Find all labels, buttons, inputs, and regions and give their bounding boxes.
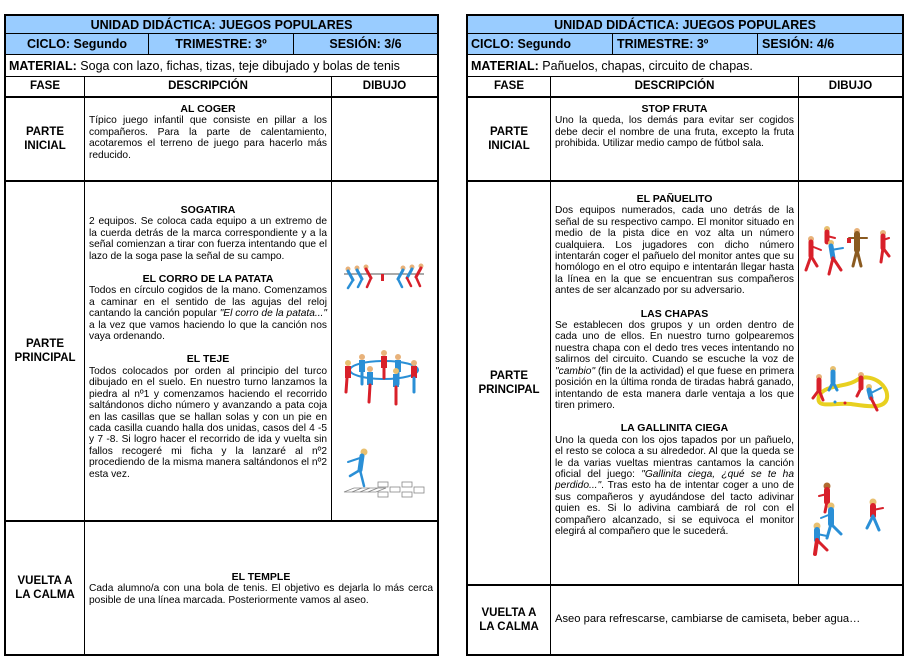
sesion-label: SESIÓN: 3/6 [329, 37, 402, 51]
activity-text-part: (fin de la actividad) el que fuese en primera posición en la última ronda de tiradas habrá ganado, intentando de esta manera darle ventaja a los que tiren primero. [555, 365, 794, 411]
phase-label-text: VUELTA A LA CALMA [15, 575, 75, 601]
session-info-row [6, 34, 437, 55]
unit-title: UNIDAD DIDÁCTICA: JUEGOS POPULARES [6, 16, 437, 34]
description-cell [85, 522, 437, 654]
phase-label-text: PARTE INICIAL [24, 126, 66, 152]
handkerchief-game-illustration [803, 226, 893, 284]
description-cell [85, 98, 332, 180]
header-descripcion: DESCRIPCIÓN [85, 77, 332, 96]
bottle-cap-icon [844, 402, 847, 405]
activity-text-part: . Tras esto ha de intentar coger a uno de sus compañeros y ayudándose del tacto adivinar quien es. Si lo adivina cambiará de rol con el compañero alcanzado, si se equivoca el monitor elegirá al compañero que le sucederá. [555, 480, 794, 537]
activity-text-part: Todos en círculo cogidos de la mano. Comenzamos a caminar en el sentido de las agujas del reloj cantando la canción popular [89, 285, 327, 320]
session-sheet-4 [466, 14, 904, 656]
material-value: Soga con lazo, fichas, tizas, teje dibujado y bolas de tenis [76, 59, 400, 73]
phase-row-inicial [468, 98, 902, 182]
phase-label [6, 98, 85, 180]
column-header-row [6, 77, 437, 98]
children-circle-illustration [340, 350, 428, 406]
description-cell [551, 98, 799, 180]
phase-label-text: PARTE PRINCIPAL [478, 370, 540, 396]
activity-text-part: Uno la queda con los ojos tapados por un pañuelo, el resto se coloca a su alrededor. Al que la queda se le da varias vueltas mientras cantamos la canción oficial del juego: [555, 434, 794, 480]
tug-of-war-illustration [340, 262, 428, 292]
material-row [6, 55, 437, 77]
bottle-caps-circuit-illustration [805, 362, 895, 414]
session-info-row [468, 34, 902, 55]
activity-title: STOP FRUTA [641, 103, 708, 115]
phase-label [468, 586, 551, 654]
phase-row-calma [468, 586, 902, 654]
phase-row-inicial [6, 98, 437, 182]
song-quote: "El corro de la patata..." [219, 308, 327, 320]
phase-label-text: PARTE PRINCIPAL [14, 338, 76, 364]
phase-label-text: PARTE INICIAL [488, 126, 530, 152]
ciclo-label: CICLO: Segundo [6, 34, 149, 54]
activity-text: Cada alumno/a con una bola de tenis. El objetivo es dejarla lo más cerca posible de una línea marcada. Posteriormente vamos al aseo. [89, 583, 433, 606]
activity-text [89, 285, 327, 342]
bottle-cap-icon [834, 401, 837, 404]
description-cell [551, 182, 799, 584]
rope-flag-icon [381, 274, 384, 281]
drawing-cell [332, 182, 437, 520]
trimestre-label: TRIMESTRE: 3º [613, 34, 758, 54]
activity-title: EL CORRO DE LA PATATA [142, 273, 274, 286]
material-label: MATERIAL: [471, 59, 539, 73]
hopscotch-illustration [340, 448, 428, 502]
header-dibujo: DIBUJO [828, 80, 873, 92]
material-label: MATERIAL: [9, 59, 77, 73]
drawing-cell [332, 98, 437, 180]
trimestre-label: TRIMESTRE: 3º [149, 34, 294, 54]
header-fase: FASE [468, 77, 551, 96]
keyword-quote: "cambio" [555, 365, 596, 377]
unit-title: UNIDAD DIDÁCTICA: JUEGOS POPULARES [468, 16, 902, 34]
material-row [468, 55, 902, 77]
activity-text [555, 435, 794, 538]
description-cell [85, 182, 332, 520]
drawing-cell [799, 182, 902, 584]
activity-text: 2 equipos. Se coloca cada equipo a un extremo de la cuerda detrás de la marca correspondiente y a la señal comienzan a tirar con fuerza intentando que el lazo de la soga pase la señal de su campo. [89, 216, 327, 262]
header-descripcion: DESCRIPCIÓN [551, 77, 799, 96]
blind-mans-buff-illustration [805, 482, 895, 556]
activity-title: EL TEJE [186, 353, 230, 366]
activity-title: AL COGER [180, 103, 236, 115]
session-sheet-3 [4, 14, 439, 656]
activity-text: Aseo para refrescarse, cambiarse de camiseta, beber agua… [555, 613, 861, 626]
song-quote: "Gallinita ciega, ¿qué se te ha perdido..." [555, 468, 794, 492]
ciclo-label: CICLO: Segundo [468, 34, 613, 54]
header-fase: FASE [6, 77, 85, 96]
drawing-cell [799, 98, 902, 180]
phase-label [6, 522, 85, 654]
phase-row-principal [468, 182, 902, 586]
phase-label [468, 98, 551, 180]
activity-text [555, 320, 794, 411]
phase-label-text: VUELTA A LA CALMA [479, 607, 539, 633]
activity-text: Todos colocados por orden al principio del turco dibujado en el suelo. En nuestro turno lanzamos la piedra al nº1 y comenzamos haciendo el recorrido saltándonos dicho número y avanzando a pata coja en las casillas que se hallan solas y con un pie en cada casilla cuando halla dos unidas, casos del 4 -5 y 7 -8. Si logro hacer el recorrido de ida y vuelta sin fallos recogeré mi ficha y la lanzaré al nº2 procediendo de la misma manera saltándonos el nº2 esta vez. [89, 365, 327, 480]
activity-title: LA GALLINITA CIEGA [620, 422, 729, 435]
material-value: Pañuelos, chapas, circuito de chapas. [538, 59, 753, 73]
activity-text-part: a la vez que vamos haciendo lo que la canción nos vaya ordenando. [89, 319, 327, 343]
activity-title: SOGATIRA [180, 204, 236, 216]
column-header-row [468, 77, 902, 98]
activity-title: EL TEMPLE [231, 571, 291, 583]
activity-text-part: Se establecen dos grupos y un orden dentro de cada uno de ellos. En nuestro turno golpearemos nuestra chapa con el dedo tres veces intentando no salirnos del circuito. Cuando se escuche la voz de [555, 320, 794, 366]
header-dibujo: DIBUJO [362, 80, 407, 92]
activity-text: Uno la queda, los demás para evitar ser cogidos debe decir el nombre de una fruta, excepto la fruta prohibida. Utilizar medio campo de fútbol sala. [555, 115, 794, 150]
sesion-label: SESIÓN: 4/6 [762, 37, 835, 51]
phase-label [6, 182, 85, 520]
phase-row-calma [6, 522, 437, 654]
phase-label [468, 182, 551, 584]
phase-row-principal [6, 182, 437, 522]
description-cell [551, 586, 902, 654]
activity-title: EL PAÑUELITO [636, 193, 713, 205]
activity-title: LAS CHAPAS [640, 307, 709, 320]
activity-text: Típico juego infantil que consiste en pillar a los compañeros. Para la parte de calentamiento, acotaremos el terreno de juego para hacerlo más reducido. [89, 115, 327, 161]
activity-text: Dos equipos numerados, cada uno detrás de la señal de su respectivo campo. El monitor situado en medio de la pista dice en voz alta un número cualquiera. Los jugadores con dicho número intentarán coger el pañuelo del monitor antes que su homólogo en el otro equipo e intentarán llegar hasta la línea en la que se encuentran sus compañeros antes de ser alcanzado por su adversario. [555, 205, 794, 297]
